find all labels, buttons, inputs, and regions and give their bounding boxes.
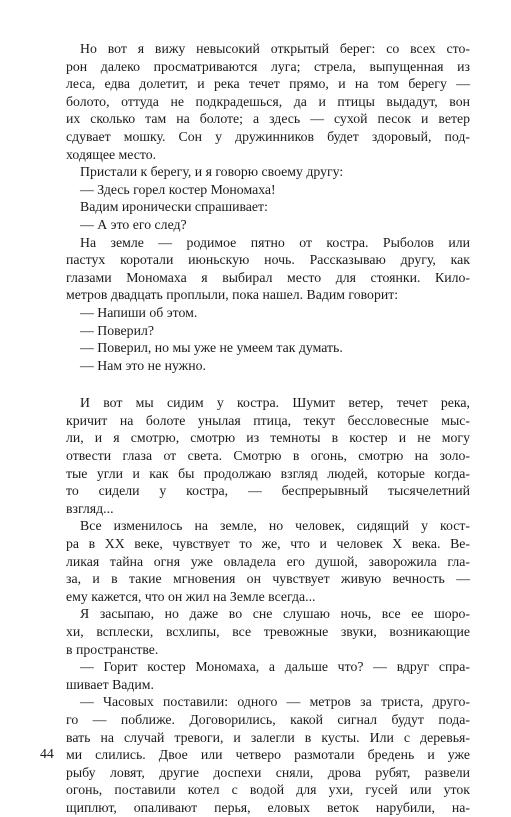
text-line: отвести глаза от света. Смотрю в огонь, смотрю на золо- [66, 448, 470, 464]
text-line: ра в XX веке, чувствует то же, что и человек X века. Ве- [66, 536, 470, 552]
text-line: взгляд... [66, 500, 114, 516]
paragraph [66, 322, 470, 340]
text-line: вать на случай тревоги, и залегли в кусты. Или с деревья- [66, 729, 470, 745]
text-line: в пространстве. [66, 641, 159, 657]
text-line: кричит на болоте унылая птица, текут бессловесные мыс- [66, 412, 470, 428]
text-line: — Часовых поставили: одного — метров за триста, друго- [80, 694, 470, 710]
text-line: Пристали к берегу, и я говорю своему другу: [80, 164, 344, 180]
text-line: — А это его след? [80, 216, 187, 232]
text-line: хи, всплески, всхлипы, все тревожные звуки, возникающие [66, 624, 470, 639]
text-line: болото, оттуда не подкрадешься, да и птицы выдадут, вон [66, 93, 470, 109]
text-line: рон далеко просматриваются луга; стрела, выпущенная из [66, 58, 470, 74]
text-line: метров двадцать проплыли, пока нашел. Вадим говорит: [66, 287, 399, 303]
text-line: — Поверил? [80, 322, 154, 338]
text-line: ходящее место. [66, 146, 157, 162]
paragraph [66, 40, 470, 163]
paragraph [66, 605, 470, 658]
text-line: тые угли и как бы продолжаю взгляд людей, которые когда- [66, 465, 470, 481]
paragraph [66, 163, 470, 181]
page-text [66, 40, 470, 817]
text-line: Вадим иронически спрашивает: [80, 199, 268, 215]
page-number: 44 [40, 746, 54, 761]
text-line: ликая тайна огня уже овладела его душой, заворожила гла- [66, 553, 470, 569]
text-line: ми слились. Двое или четверо размотали бредень и уже [66, 747, 470, 763]
text-line: — Поверил, но мы уже не умеем так думать. [80, 340, 343, 356]
text-line: го — поближе. Договорились, какой сигнал будут пода- [66, 711, 470, 727]
text-line: сдувает мошку. Сон у дружинников будет здоровый, под- [66, 128, 470, 144]
paragraph [66, 234, 470, 304]
text-line: пастух коротали июньскую ночь. Рассказываю другу, как [66, 252, 470, 268]
text-line: щиплют, опаливают перья, еловых веток нарубили, на- [66, 799, 470, 815]
text-line: И вот мы сидим у костра. Шумит ветер, течет река, [80, 395, 470, 411]
text-line: глазами Мономаха я выбирал место для стоянки. Кило- [66, 269, 470, 285]
text-line: — Здесь горел костер Мономаха! [80, 181, 276, 197]
section-break [66, 374, 470, 394]
paragraph [66, 181, 470, 199]
paragraph [66, 394, 470, 517]
text-line: огонь, поставили котел с водой для ухи, гусей или уток [66, 782, 470, 798]
text-line: рыбу ловят, другие доспехи сняли, дрова рубят, развели [66, 764, 470, 780]
paragraph [66, 693, 470, 816]
paragraph [66, 198, 470, 216]
paragraph [66, 658, 470, 693]
text-line: — Горит костер Мономаха, а дальше что? — вдруг спра- [80, 659, 470, 675]
paragraph [66, 304, 470, 322]
text-line: — Напиши об этом. [80, 304, 198, 320]
paragraph [66, 357, 470, 375]
text-line: Все изменилось на земле, но человек, сидящий у кост- [80, 518, 470, 534]
text-line: — Нам это не нужно. [80, 357, 206, 373]
text-line: На земле — родимое пятно от костра. Рыболов или [80, 234, 470, 250]
text-line: за, и в такие мгновения он чувствует живую вечность — [66, 571, 470, 587]
text-line: леса, едва долетит, и река течет прямо, и на том берегу — [66, 76, 470, 92]
text-line: ему кажется, что он жил на Земле всегда... [66, 588, 316, 604]
paragraph [66, 339, 470, 357]
text-line: Я засыпаю, но даже во сне слушаю ночь, все ее шоро- [80, 606, 470, 622]
text-line: ли, и я смотрю, смотрю из темноты в костер и не могу [66, 430, 470, 446]
paragraph [66, 216, 470, 234]
text-line: Но вот я вижу невысокий открытый берег: со всех сто- [80, 41, 470, 56]
text-line: шивает Вадим. [66, 676, 154, 692]
text-line: их сколько там на болоте; а здесь — сухой песок и ветер [66, 111, 470, 127]
paragraph [66, 517, 470, 605]
text-line: то сидели у костра, — беспрерывный тысячелетний [66, 483, 470, 499]
